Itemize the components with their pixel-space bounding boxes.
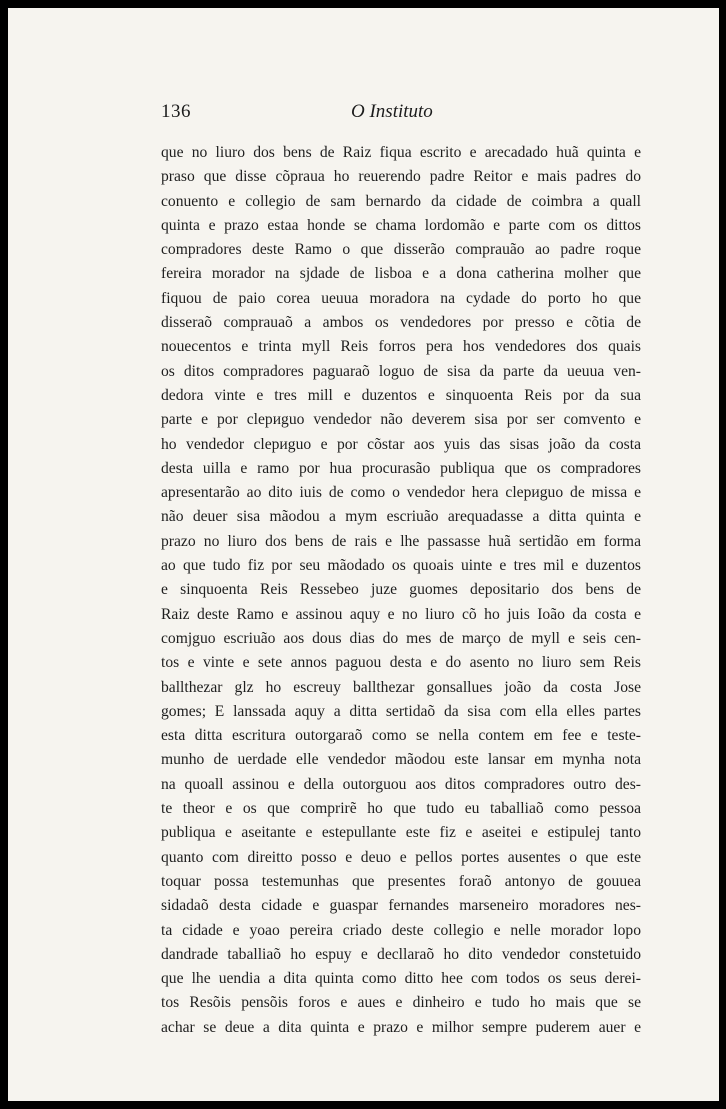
text-line: munho de uerdade elle vendedor mãodou este lansar em mynha nota	[161, 751, 641, 769]
text-line: desta uilla e ramo por hua procurasão publiqua que os compradores	[161, 459, 641, 477]
text-line: conuento e collegio de sam bernardo da cidade de coimbra a quall	[161, 192, 641, 210]
text-line: ta cidade e yoao pereira criado deste collegio e nelle morador lopo	[161, 921, 641, 939]
text-line: nouecentos e trinta myll Reis forros pera hos vendedores dos quais	[161, 338, 641, 356]
text-line: na quoall assinou e della outorguou aos ditos compradores outro des-	[161, 775, 641, 793]
text-line: e sinquoenta Reis Ressebeo juze guomes depositario dos bens de	[161, 581, 641, 599]
text-line: tos e vinte e sete annos paguou desta e do asento no liuro sem Reis	[161, 654, 641, 672]
text-line: dandrade taballiaõ ho espuy e decllaraõ ho dito vendedor constetuido	[161, 945, 641, 963]
text-line: que lhe uendia a dita quinta como ditto hee com todos os seus derei-	[161, 970, 641, 988]
page-number: 136	[161, 101, 191, 122]
text-line: quanto com direitto posso e deuo e pellos portes ausentes o que este	[161, 848, 641, 866]
text-line: não deuer sisa mãodou a mym escriuão arequadasse a ditta quinta e	[161, 508, 641, 526]
text-line: comjguo escriuão aos dous dias do mes de março de myll e seis cen-	[161, 629, 641, 647]
text-line: dedora vinte e tres mill e duzentos e sinquoenta Reis por da sua	[161, 386, 641, 404]
text-line: achar se deue a dita quinta e prazo e milhor sempre puderem auer e	[161, 1018, 641, 1036]
text-line: toquar possa testemunhas que presentes foraõ antonyo de gouuea	[161, 872, 641, 890]
text-line: apresentarão ao dito iuis de como o vendedor hera clериguo de missa e	[161, 484, 641, 502]
text-line: fereira morador na sjdade de lisboa e a dona catherina molher que	[161, 265, 641, 283]
text-line: quinta e prazo estaa honde se chama lordomão e parte com os dittos	[161, 216, 641, 234]
document-page	[8, 8, 719, 1101]
text-line: compradores deste Ramo o que disserão comprauão ao padre roque	[161, 241, 641, 259]
running-title: O Instituto	[351, 101, 433, 122]
text-line: ho vendedor clериguo e por cõstar aos yuis das sisas joão da costa	[161, 435, 641, 453]
text-line: os ditos compradores paguaraõ loguo de sisa da parte da ueuua ven-	[161, 362, 641, 380]
text-line: parte e por clериguo vendedor não deverem sisa por ser comvento e	[161, 411, 641, 429]
text-line: sidadaõ desta cidade e guaspar fernandes marseneiro moradores nes-	[161, 897, 641, 915]
text-line: prazo no liuro dos bens de rais e lhe passasse huã sertidão em forma	[161, 532, 641, 550]
text-line: tos Resõis pensõis foros e aues e dinheiro e tudo ho mais que se	[161, 994, 641, 1012]
text-line: ballthezar glz ho escreuy ballthezar gonsallues joão da costa Jose	[161, 678, 641, 696]
text-line: te theor e os que comprirẽ ho que tudo eu taballiaõ como pessoa	[161, 800, 641, 818]
text-line: ao que tudo fiz por seu mãodado os quoais uinte e tres mil e duzentos	[161, 557, 641, 575]
text-line: esta ditta escritura outorgaraõ como se nella contem em fee e teste-	[161, 727, 641, 745]
text-line: que no liuro dos bens de Raiz fiqua escrito e arecadado huã quinta e	[161, 144, 641, 161]
text-line: disseraõ comprauaõ a ambos os vendedores por presso e cõtia de	[161, 314, 641, 332]
text-line: fiquou de paio corea ueuua moradora na cydade do porto ho que	[161, 289, 641, 307]
text-line: praso que disse cõpraua ho reuerendo padre Reitor e mais padres do	[161, 168, 641, 186]
page-header	[161, 101, 641, 125]
text-line: gomes; E lanssada aquy a ditta sertidaõ da sisa com ella elles partes	[161, 702, 641, 720]
body-text	[161, 141, 641, 1040]
text-line: Raiz deste Ramo e assinou aquy e no liuro cõ ho juis Ioão da costa e	[161, 605, 641, 623]
text-line: publiqua e aseitante e estepullante este fiz e aseitei e estipulej tanto	[161, 824, 641, 842]
